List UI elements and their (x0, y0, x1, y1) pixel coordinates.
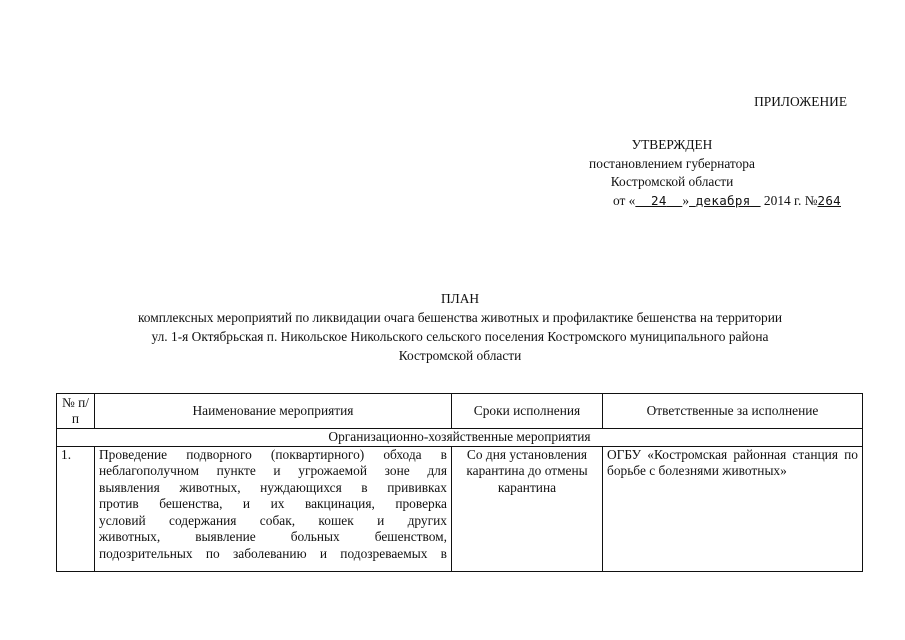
row-name-line: животных, выявление больных бешенством, (99, 529, 447, 544)
plan-subtitle-line: комплексных мероприятий по ликвидации очага бешенства животных и профилактике бешенства на территории (137, 310, 783, 325)
row-name-line: неблагополучном пункте и угрожаемой зоне для (99, 463, 447, 478)
header-name: Наименование мероприятия (95, 394, 452, 429)
appendix-label: ПРИЛОЖЕНИЕ (754, 94, 847, 109)
section-title: Организационно-хозяйственные мероприятия (57, 429, 863, 447)
date-year: 2014 г. № (763, 192, 818, 208)
row-deadline: Со дня установления карантина до отмены карантина (452, 446, 603, 571)
section-row (57, 429, 863, 447)
header-deadline: Сроки исполнения (452, 394, 603, 429)
row-num: 1. (57, 446, 95, 571)
row-name-line: условий содержания собак, кошек и других (99, 512, 447, 528)
date-mid: » (682, 192, 690, 208)
approved-by-line: постановлением губернатора (589, 155, 755, 171)
row-name-line: подозрительных по заболеванию и подозреваемых в (99, 545, 447, 561)
approved-label: УТВЕРЖДЕН (631, 137, 713, 152)
header-responsible: Ответственные за исполнение (603, 394, 863, 429)
plan-table (56, 393, 863, 572)
decree-number: 264 (817, 192, 841, 208)
approved-region-line: Костромской области (610, 174, 734, 189)
row-name-line: Проведение подворного (поквартирного) обхода в (99, 446, 447, 462)
plan-heading: ПЛАН (440, 291, 480, 306)
row-name-line: выявления животных, нуждающихся в прививках (99, 479, 447, 495)
header-num: № п/п (57, 394, 95, 429)
date-day: 24 (651, 192, 667, 208)
table-row (57, 446, 863, 571)
row-name (95, 446, 452, 571)
row-name-line: против бешенства, и их вакцинация, проверка (99, 496, 447, 511)
plan-title (60, 289, 860, 365)
decree-date-line (547, 192, 847, 211)
table-header-row (57, 394, 863, 429)
date-month: декабря (695, 192, 751, 208)
date-prefix: от « (612, 192, 636, 208)
plan-subtitle-line: ул. 1-я Октябрьская п. Никольское Никольского сельского поселения Костромского муниципального района (151, 329, 769, 344)
plan-subtitle-line: Костромской области (398, 348, 522, 363)
approval-stamp (547, 136, 847, 210)
row-responsible: ОГБУ «Костромская районная станция по борьбе с болезнями животных» (603, 446, 863, 571)
